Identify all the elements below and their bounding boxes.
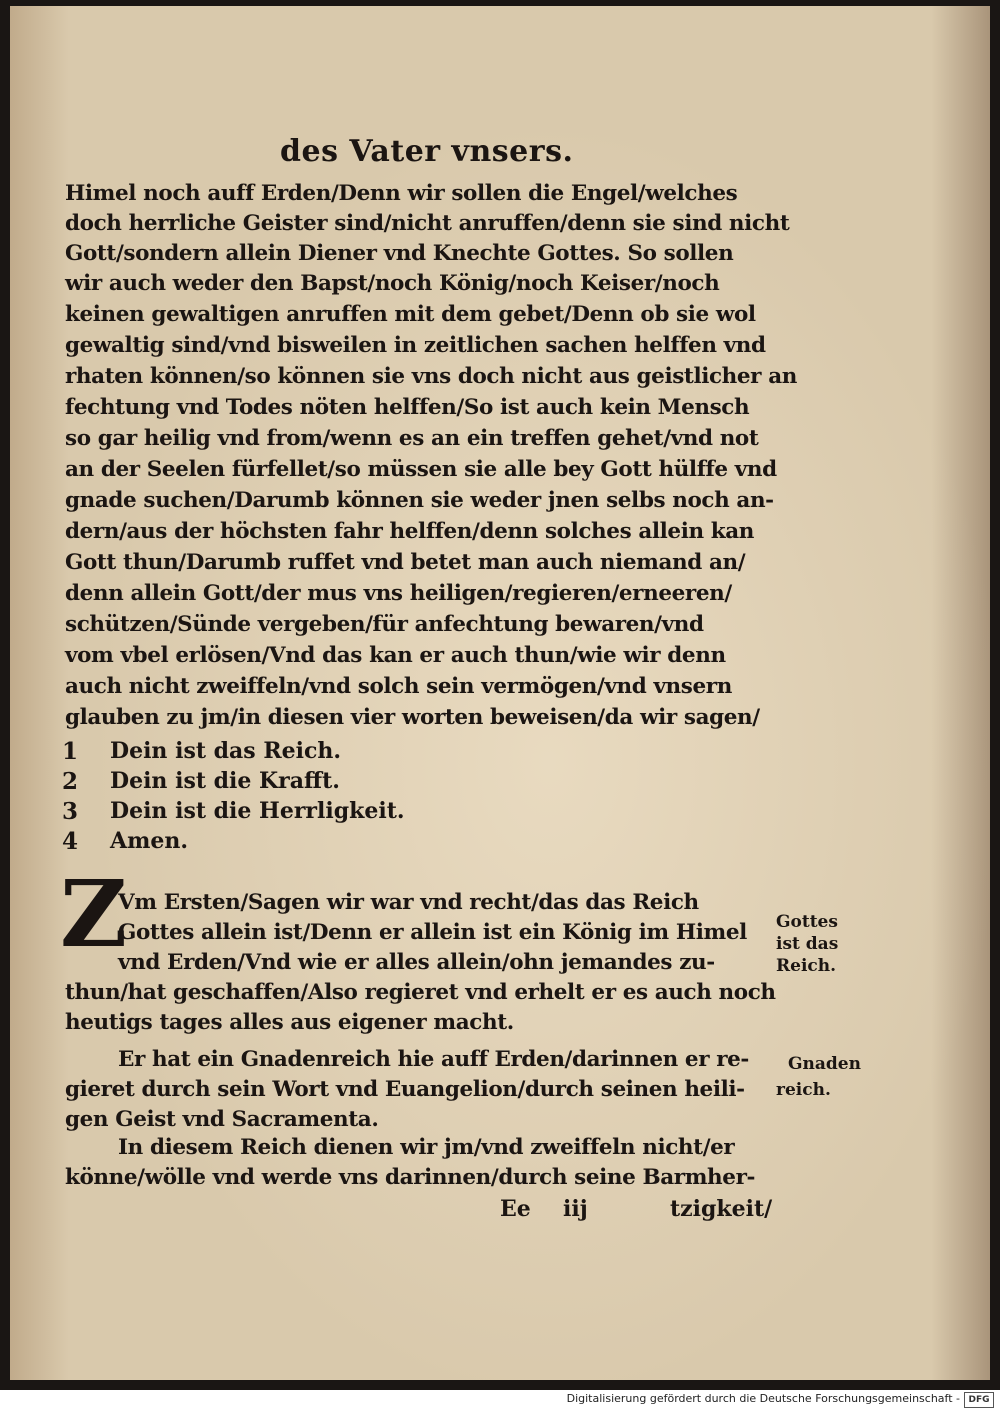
catchword: tzigkeit/ xyxy=(670,1196,773,1222)
list-item: Dein ist die Krafft. xyxy=(110,768,340,794)
text-line: vnd Erden/Vnd wie er alles allein/ohn jemandes zu- xyxy=(118,950,715,975)
text-line: vom vbel erlösen/Vnd das kan er auch thun/wie wir denn xyxy=(65,643,726,668)
text-line: so gar heilig vnd from/wenn es an ein treffen gehet/vnd not xyxy=(65,426,759,451)
text-line: In diesem Reich dienen wir jm/vnd zweiffeln nicht/er xyxy=(118,1135,735,1160)
text-line: fechtung vnd Todes nöten helffen/So ist auch kein Mensch xyxy=(65,395,750,420)
decorated-initial: Z xyxy=(60,860,128,968)
margin-note: Gnaden xyxy=(788,1054,861,1074)
dfg-logo-icon: DFG xyxy=(964,1392,994,1408)
text-line: Vm Ersten/Sagen wir war vnd recht/das das Reich xyxy=(118,890,699,915)
margin-note: Reich. xyxy=(776,956,837,976)
text-line: keinen gewaltigen anruffen mit dem gebet/Denn ob sie wol xyxy=(65,302,756,327)
text-line: Himel noch auff Erden/Denn wir sollen die Engel/welches xyxy=(65,181,738,206)
text-line: an der Seelen fürfellet/so müssen sie alle bey Gott hülffe vnd xyxy=(65,457,777,482)
list-number: 2 xyxy=(62,768,79,795)
text-line: heutigs tages alles aus eigener macht. xyxy=(65,1010,514,1035)
text-line: rhaten können/so können sie vns doch nicht aus geistlicher an xyxy=(65,364,797,389)
text-line: gen Geist vnd Sacramenta. xyxy=(65,1107,379,1132)
text-line: gewaltig sind/vnd bisweilen in zeitlichen sachen helffen vnd xyxy=(65,333,766,358)
text-line: denn allein Gott/der mus vns heiligen/regieren/erneeren/ xyxy=(65,581,732,606)
margin-note: ist das xyxy=(776,934,839,954)
margin-note: reich. xyxy=(776,1080,831,1100)
text-line: Gott/sondern allein Diener vnd Knechte Gottes. So sollen xyxy=(65,241,734,266)
text-line: gieret durch sein Wort vnd Euangelion/durch seinen heili- xyxy=(65,1077,745,1102)
text-line: könne/wölle vnd werde vns darinnen/durch seine Barmher- xyxy=(65,1165,756,1190)
text-line: Er hat ein Gnadenreich hie auff Erden/darinnen er re- xyxy=(118,1047,749,1072)
text-line: glauben zu jm/in diesen vier worten beweisen/da wir sagen/ xyxy=(65,705,760,730)
funding-credit: Digitalisierung gefördert durch die Deutsche Forschungsgemeinschaft - xyxy=(566,1392,960,1405)
text-line: dern/aus der höchsten fahr helffen/denn solches allein kan xyxy=(65,519,755,544)
margin-note: Gottes xyxy=(776,912,838,932)
text-line: Gottes allein ist/Denn er allein ist ein König im Himel xyxy=(118,920,747,945)
footer-bar xyxy=(0,1390,1000,1409)
text-line: Gott thun/Darumb ruffet vnd betet man auch niemand an/ xyxy=(65,550,746,575)
text-line: thun/hat geschaffen/Also regieret vnd erhelt er es auch noch xyxy=(65,980,776,1005)
book-page xyxy=(10,6,990,1380)
list-item: Dein ist die Herrligkeit. xyxy=(110,798,405,824)
list-number: 4 xyxy=(62,828,79,855)
text-line: auch nicht zweiffeln/vnd solch sein vermögen/vnd vnsern xyxy=(65,674,732,699)
text-line: wir auch weder den Bapst/noch König/noch Keiser/noch xyxy=(65,271,720,296)
text-line: schützen/Sünde vergeben/für anfechtung bewaren/vnd xyxy=(65,612,704,637)
list-item: Amen. xyxy=(110,828,188,854)
text-line: gnade suchen/Darumb können sie weder jnen selbs noch an- xyxy=(65,488,774,513)
list-number: 3 xyxy=(62,798,79,825)
signature-number: iij xyxy=(563,1196,588,1222)
list-item: Dein ist das Reich. xyxy=(110,738,342,764)
signature-mark: Ee xyxy=(500,1196,531,1222)
running-heading: des Vater vnsers. xyxy=(280,134,574,169)
text-line: doch herrliche Geister sind/nicht anruffen/denn sie sind nicht xyxy=(65,211,790,236)
list-number: 1 xyxy=(62,738,79,765)
